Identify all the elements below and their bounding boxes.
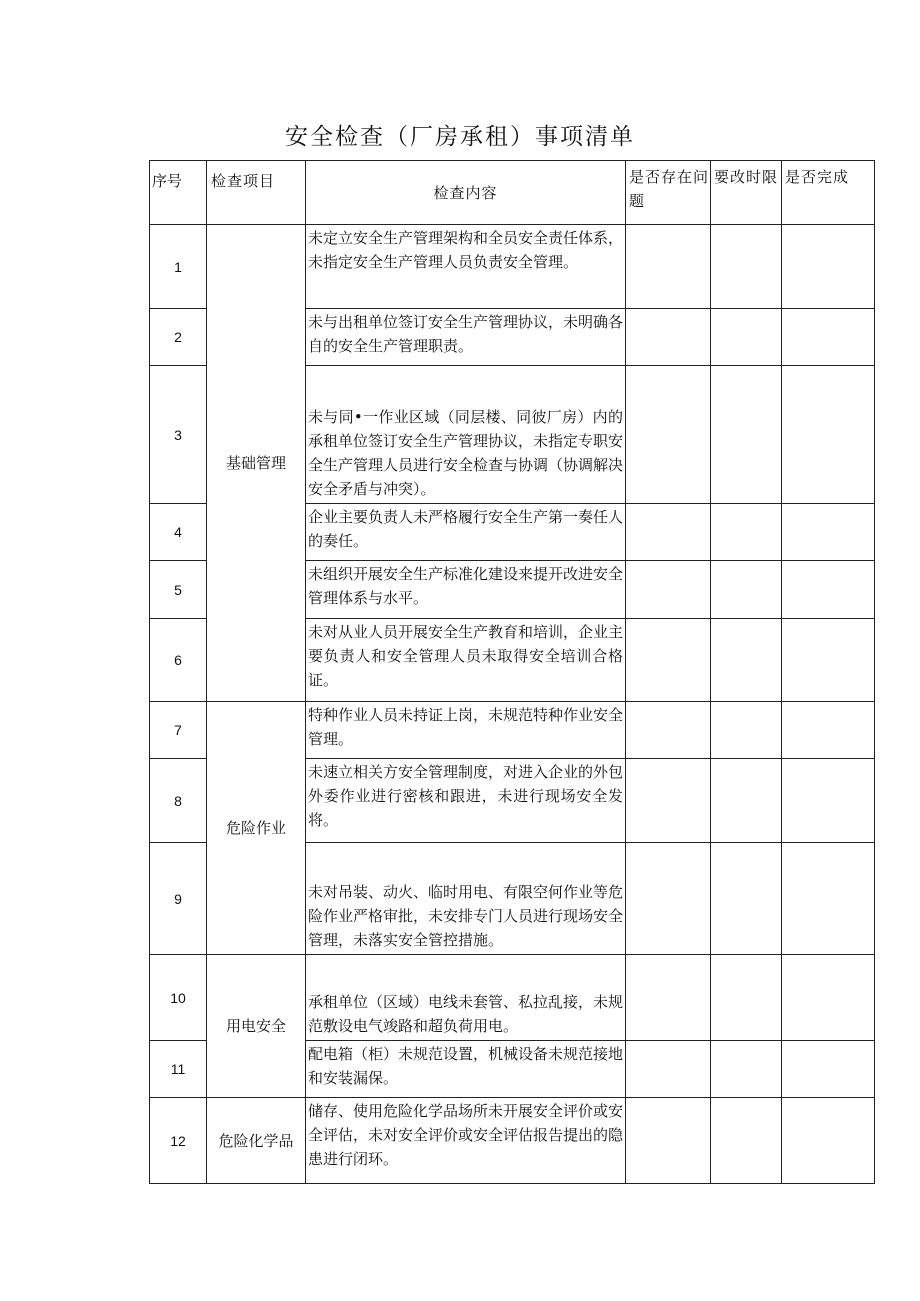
completed-cell[interactable] xyxy=(782,1098,875,1184)
deadline-cell[interactable] xyxy=(711,702,782,759)
row-content: 未与出租单位签订安全生产管理协议，未明确各自的安全生产管理职责。 xyxy=(306,309,626,366)
problem-cell[interactable] xyxy=(626,1098,711,1184)
completed-cell[interactable] xyxy=(782,759,875,843)
deadline-cell[interactable] xyxy=(711,759,782,843)
completed-cell[interactable] xyxy=(782,366,875,504)
header-content: 检查内容 xyxy=(306,161,626,225)
problem-cell[interactable] xyxy=(626,225,711,309)
row-content: 未组织开展安全生产标准化建设来提开改进安全管理体系与水平。 xyxy=(306,561,626,619)
row-content: 未定立安全生产管理架构和全员安全责任体系，未指定安全生产管理人员负责安全管理。 xyxy=(306,225,626,309)
completed-cell[interactable] xyxy=(782,1041,875,1098)
row-content: 承租单位（区域）电线未套管、私拉乱接，未规范敷设电气竣路和超负荷用电。 xyxy=(306,955,626,1041)
completed-cell[interactable] xyxy=(782,955,875,1041)
row-content: 未与同•一作业区域（同层楼、同彼厂房）内的承租单位签订安全生产管理协议，未指定专职安全生产管理人员进行安全检查与协调（协调解决安全矛盾与冲突）。 xyxy=(306,366,626,504)
header-problem: 是否存在问题 xyxy=(626,161,711,225)
problem-cell[interactable] xyxy=(626,843,711,955)
row-content: 未对从业人员开展安全生产教育和培训，企业主要负责人和安全管理人员未取得安全培训合格证。 xyxy=(306,619,626,702)
problem-cell[interactable] xyxy=(626,309,711,366)
table-row xyxy=(150,1098,875,1184)
completed-cell[interactable] xyxy=(782,702,875,759)
page-title: 安全检查（厂房承租）事项清单 xyxy=(285,124,635,150)
category-basic-management: 基础管理 xyxy=(207,225,306,702)
table-row xyxy=(150,702,875,759)
completed-cell[interactable] xyxy=(782,225,875,309)
category-electrical-safety: 用电安全 xyxy=(207,955,306,1098)
problem-cell[interactable] xyxy=(626,955,711,1041)
table-row xyxy=(150,225,875,309)
row-content: 配电箱（柜）未规范设置，机械设备未规范接地和安装漏保。 xyxy=(306,1041,626,1098)
header-item: 检查项目 xyxy=(207,161,306,225)
deadline-cell[interactable] xyxy=(711,1041,782,1098)
problem-cell[interactable] xyxy=(626,759,711,843)
row-seq: 1 xyxy=(150,225,207,309)
completed-cell[interactable] xyxy=(782,561,875,619)
completed-cell[interactable] xyxy=(782,843,875,955)
checklist-table xyxy=(149,160,875,1184)
row-seq: 2 xyxy=(150,309,207,366)
row-seq: 9 xyxy=(150,843,207,955)
row-seq: 3 xyxy=(150,366,207,504)
completed-cell[interactable] xyxy=(782,619,875,702)
problem-cell[interactable] xyxy=(626,702,711,759)
row-seq: 8 xyxy=(150,759,207,843)
row-content: 未对吊装、动火、临时用电、有限空何作业等危险作业严格审批，未安排专门人员进行现场安全管理，未落实安全管控措施。 xyxy=(306,843,626,955)
row-seq: 5 xyxy=(150,561,207,619)
completed-cell[interactable] xyxy=(782,504,875,561)
row-seq: 10 xyxy=(150,955,207,1041)
row-seq: 7 xyxy=(150,702,207,759)
deadline-cell[interactable] xyxy=(711,366,782,504)
row-seq: 11 xyxy=(150,1041,207,1098)
deadline-cell[interactable] xyxy=(711,955,782,1041)
category-hazardous-chemicals: 危险化学品 xyxy=(207,1098,306,1184)
deadline-cell[interactable] xyxy=(711,504,782,561)
row-content: 未速立相关方安全管理制度，对进入企业的外包外委作业进行密核和跟进，未进行现场安全发将。 xyxy=(306,759,626,843)
deadline-cell[interactable] xyxy=(711,619,782,702)
deadline-cell[interactable] xyxy=(711,309,782,366)
header-deadline: 要改时限 xyxy=(711,161,782,225)
deadline-cell[interactable] xyxy=(711,225,782,309)
row-content: 储存、使用危险化学品场所未开展安全评价或安全评估，未对安全评价或安全评估报告提出的隐患进行闭环。 xyxy=(306,1098,626,1184)
problem-cell[interactable] xyxy=(626,366,711,504)
problem-cell[interactable] xyxy=(626,504,711,561)
category-hazardous-work: 危险作业 xyxy=(207,702,306,955)
problem-cell[interactable] xyxy=(626,561,711,619)
row-seq: 6 xyxy=(150,619,207,702)
completed-cell[interactable] xyxy=(782,309,875,366)
row-content: 企业主要负责人未严格履行安全生产第一奏任人的奏任。 xyxy=(306,504,626,561)
header-seq: 序号 xyxy=(150,161,207,225)
deadline-cell[interactable] xyxy=(711,561,782,619)
deadline-cell[interactable] xyxy=(711,1098,782,1184)
deadline-cell[interactable] xyxy=(711,843,782,955)
problem-cell[interactable] xyxy=(626,1041,711,1098)
header-row xyxy=(150,161,875,225)
problem-cell[interactable] xyxy=(626,619,711,702)
header-completed: 是否完成 xyxy=(782,161,875,225)
row-content: 特种作业人员未持证上岗，未规范特种作业安全管理。 xyxy=(306,702,626,759)
row-seq: 4 xyxy=(150,504,207,561)
table-row xyxy=(150,955,875,1041)
row-seq: 12 xyxy=(150,1098,207,1184)
